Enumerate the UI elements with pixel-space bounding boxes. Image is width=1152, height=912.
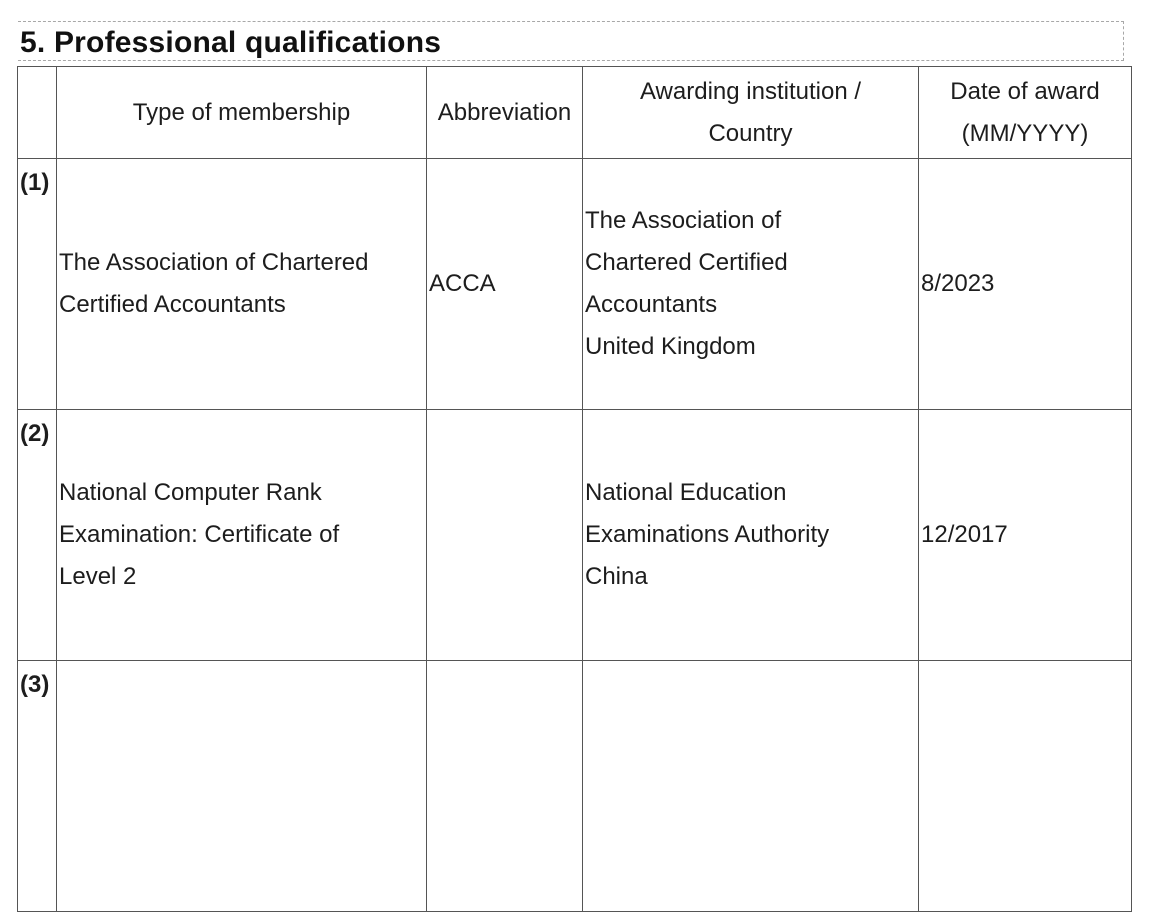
header-institution-line2: Country bbox=[708, 119, 793, 147]
header-type-of-membership: Type of membership bbox=[57, 67, 427, 159]
cell-text-line: Examinations Authority bbox=[585, 521, 830, 548]
cell-text-line: National Education bbox=[585, 479, 787, 506]
cell-abbreviation[interactable] bbox=[427, 661, 583, 912]
section-title: 5. Professional qualifications bbox=[20, 26, 442, 59]
table-row bbox=[18, 159, 1132, 410]
cell-type-of-membership[interactable] bbox=[57, 159, 427, 410]
cell-text-line: Certified Accountants bbox=[59, 291, 286, 318]
cell-type-of-membership[interactable] bbox=[57, 661, 427, 912]
header-abbreviation: Abbreviation bbox=[427, 67, 583, 159]
cell-text-line: The Association of bbox=[585, 207, 782, 234]
header-date-line2: (MM/YYYY) bbox=[961, 119, 1089, 147]
header-num bbox=[18, 67, 57, 159]
cell-text-line: Examination: Certificate of bbox=[59, 521, 340, 548]
cell-text-line: Chartered Certified bbox=[585, 249, 788, 276]
row-number: (3) bbox=[18, 661, 57, 912]
cell-type-of-membership[interactable] bbox=[57, 410, 427, 661]
header-institution-line1: Awarding institution / bbox=[639, 77, 861, 105]
section-title-box bbox=[18, 21, 1124, 61]
cell-text-line: China bbox=[585, 563, 648, 590]
cell-date-of-award[interactable]: 12/2017 bbox=[919, 410, 1132, 661]
cell-date-of-award[interactable] bbox=[919, 661, 1132, 912]
header-row bbox=[18, 67, 1132, 159]
table-row bbox=[18, 410, 1132, 661]
cell-abbreviation[interactable]: ACCA bbox=[427, 159, 583, 410]
cell-text-line: Accountants bbox=[585, 291, 718, 318]
cell-awarding-institution[interactable] bbox=[583, 159, 919, 410]
cell-text-line: The Association of Chartered bbox=[59, 249, 369, 276]
row-number: (1) bbox=[18, 159, 57, 410]
table-row bbox=[18, 661, 1132, 912]
cell-text-line: National Computer Rank bbox=[59, 479, 322, 506]
cell-text-line: United Kingdom bbox=[585, 333, 756, 360]
cell-date-of-award[interactable]: 8/2023 bbox=[919, 159, 1132, 410]
cell-awarding-institution[interactable] bbox=[583, 661, 919, 912]
header-date-line1: Date of award bbox=[950, 77, 1100, 105]
header-awarding-institution bbox=[583, 67, 919, 159]
qualifications-table bbox=[17, 66, 1132, 912]
cell-text-line: Level 2 bbox=[59, 563, 137, 590]
cell-abbreviation[interactable] bbox=[427, 410, 583, 661]
cell-awarding-institution[interactable] bbox=[583, 410, 919, 661]
row-number: (2) bbox=[18, 410, 57, 661]
header-date-of-award bbox=[919, 67, 1132, 159]
